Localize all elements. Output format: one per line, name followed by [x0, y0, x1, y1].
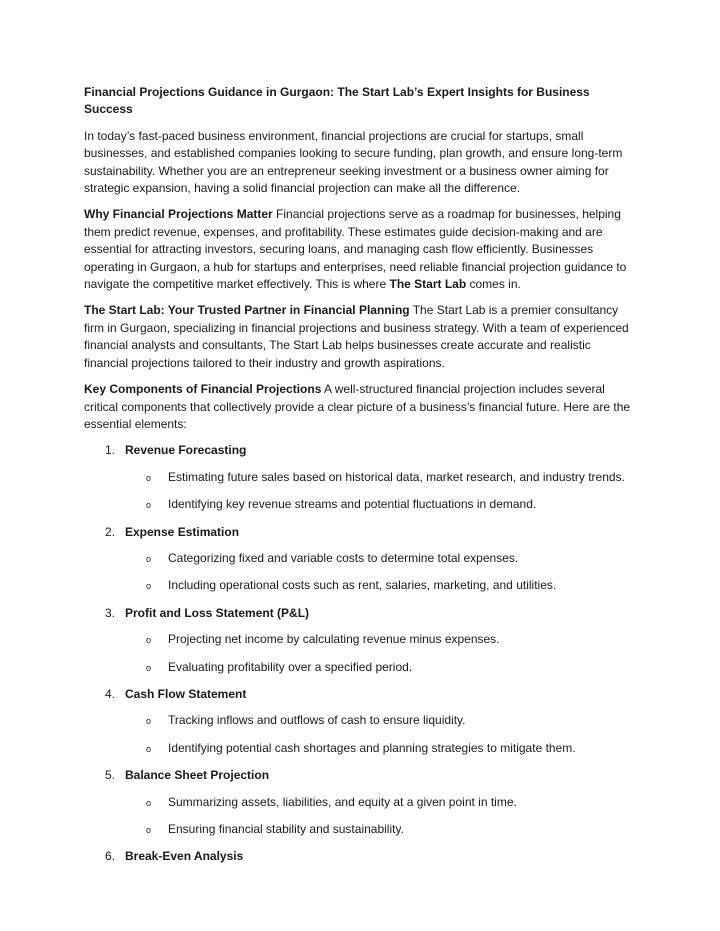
document-body — [84, 84, 636, 875]
component-sub-list — [84, 712, 636, 758]
why-tail: comes in. — [466, 277, 521, 292]
hollow-circle-bullet-icon: o — [146, 662, 152, 673]
component-sub-list — [84, 631, 636, 677]
component-sub-item — [84, 631, 636, 649]
component-sub-item — [84, 496, 636, 514]
component-item-title: Revenue Forecasting — [125, 443, 247, 458]
component-sub-text: Including operational costs such as rent, salaries, marketing, and utilities. — [168, 578, 557, 593]
hollow-circle-bullet-icon: o — [146, 472, 152, 483]
component-sub-text: Tracking inflows and outflows of cash to ensure liquidity. — [168, 713, 466, 728]
component-sub-text: Ensuring financial stability and sustainability. — [168, 822, 404, 836]
component-item — [84, 524, 636, 596]
component-sub-item — [84, 740, 636, 758]
component-item — [84, 767, 636, 839]
component-item-heading — [84, 767, 636, 784]
hollow-circle-bullet-icon: o — [146, 581, 152, 592]
component-item-number: 4. — [105, 686, 116, 701]
component-item — [84, 605, 636, 677]
component-sub-item — [84, 577, 636, 595]
component-item-number: 3. — [105, 605, 116, 620]
why-paragraph — [84, 206, 636, 293]
components-heading: Key Components of Financial Projections — [84, 382, 322, 397]
hollow-circle-bullet-icon: o — [146, 500, 152, 511]
component-sub-text: Categorizing fixed and variable costs to determine total expenses. — [168, 550, 519, 565]
component-item-heading — [84, 524, 636, 541]
partner-paragraph — [84, 302, 636, 372]
component-item — [84, 686, 636, 758]
document-title: Financial Projections Guidance in Gurgaon: The Start Lab’s Expert Insights for Business Success — [84, 85, 590, 117]
component-sub-text: Projecting net income by calculating revenue minus expenses. — [168, 632, 500, 647]
components-paragraph — [84, 381, 636, 433]
component-sub-text: Identifying potential cash shortages and planning strategies to mitigate them. — [168, 740, 576, 755]
why-heading: Why Financial Projections Matter — [84, 207, 273, 222]
component-sub-text: Identifying key revenue streams and potential fluctuations in demand. — [168, 497, 537, 512]
component-item-title: Expense Estimation — [125, 524, 240, 539]
component-sub-item — [84, 469, 636, 487]
component-sub-list — [84, 550, 636, 596]
component-item-heading — [84, 605, 636, 622]
component-sub-text: Estimating future sales based on historical data, market research, and industry trends. — [168, 469, 625, 484]
component-item-number: 5. — [105, 768, 116, 783]
component-item-title: Balance Sheet Projection — [125, 768, 270, 783]
hollow-circle-bullet-icon: o — [146, 635, 152, 646]
why-text: Financial projections serve as a roadmap for businesses, helping them predict revenue, expenses, and profitability. These estimates guide decision-making and are essential for attracting investors, securing loans, and managing cash flow efficiently. Businesses operating in Gurgaon, a hub for startups and enterprises, need reliable financial projection guidance to navigate the competitive market effectively. This is where — [84, 207, 627, 292]
hollow-circle-bullet-icon: o — [146, 825, 152, 835]
component-item-title: Break-Even Analysis — [125, 849, 244, 864]
component-sub-item — [84, 821, 636, 839]
hollow-circle-bullet-icon: o — [146, 797, 152, 808]
components-list — [84, 442, 636, 866]
component-item — [84, 442, 636, 514]
component-sub-item — [84, 794, 636, 812]
hollow-circle-bullet-icon: o — [146, 743, 152, 754]
component-item-number: 2. — [105, 524, 116, 539]
partner-text: The Start Lab is a premier consultancy firm in Gurgaon, specializing in financial projections and business strategy. With a team of experienced financial analysts and consultants, The Start Lab helps businesses create accurate and realistic financial projections tailored to their industry and growth aspirations. — [84, 303, 629, 370]
component-item-heading — [84, 686, 636, 703]
component-item-title: Cash Flow Statement — [125, 686, 247, 701]
why-brand: The Start Lab — [389, 277, 467, 292]
component-item-number: 6. — [105, 849, 116, 864]
component-sub-item — [84, 712, 636, 730]
component-item-heading — [84, 442, 636, 459]
component-sub-list — [84, 469, 636, 515]
components-text: A well-structured financial projection includes several critical components that collectively provide a clear picture of a business’s financial future. Here are the essential elements: — [84, 382, 631, 431]
hollow-circle-bullet-icon: o — [146, 716, 152, 727]
intro-paragraph: In today’s fast-paced business environment, financial projections are crucial for startups, small businesses, and established companies looking to secure funding, plan growth, and ensure long-term sustainability. Whether you are an entrepreneur seeking investment or a business owner aiming for strategic expansion, having a solid financial projection can make all the difference. — [84, 128, 623, 196]
component-sub-text: Summarizing assets, liabilities, and equity at a given point in time. — [168, 794, 517, 809]
partner-heading: The Start Lab: Your Trusted Partner in Financial Planning — [84, 303, 410, 318]
component-item — [84, 848, 636, 865]
component-sub-list — [84, 794, 636, 840]
component-item-number: 1. — [105, 443, 116, 458]
component-sub-item — [84, 659, 636, 677]
component-sub-item — [84, 550, 636, 568]
component-item-title: Profit and Loss Statement (P&L) — [125, 605, 310, 620]
component-item-heading — [84, 848, 636, 865]
hollow-circle-bullet-icon: o — [146, 553, 152, 564]
component-sub-text: Evaluating profitability over a specified period. — [168, 659, 413, 674]
